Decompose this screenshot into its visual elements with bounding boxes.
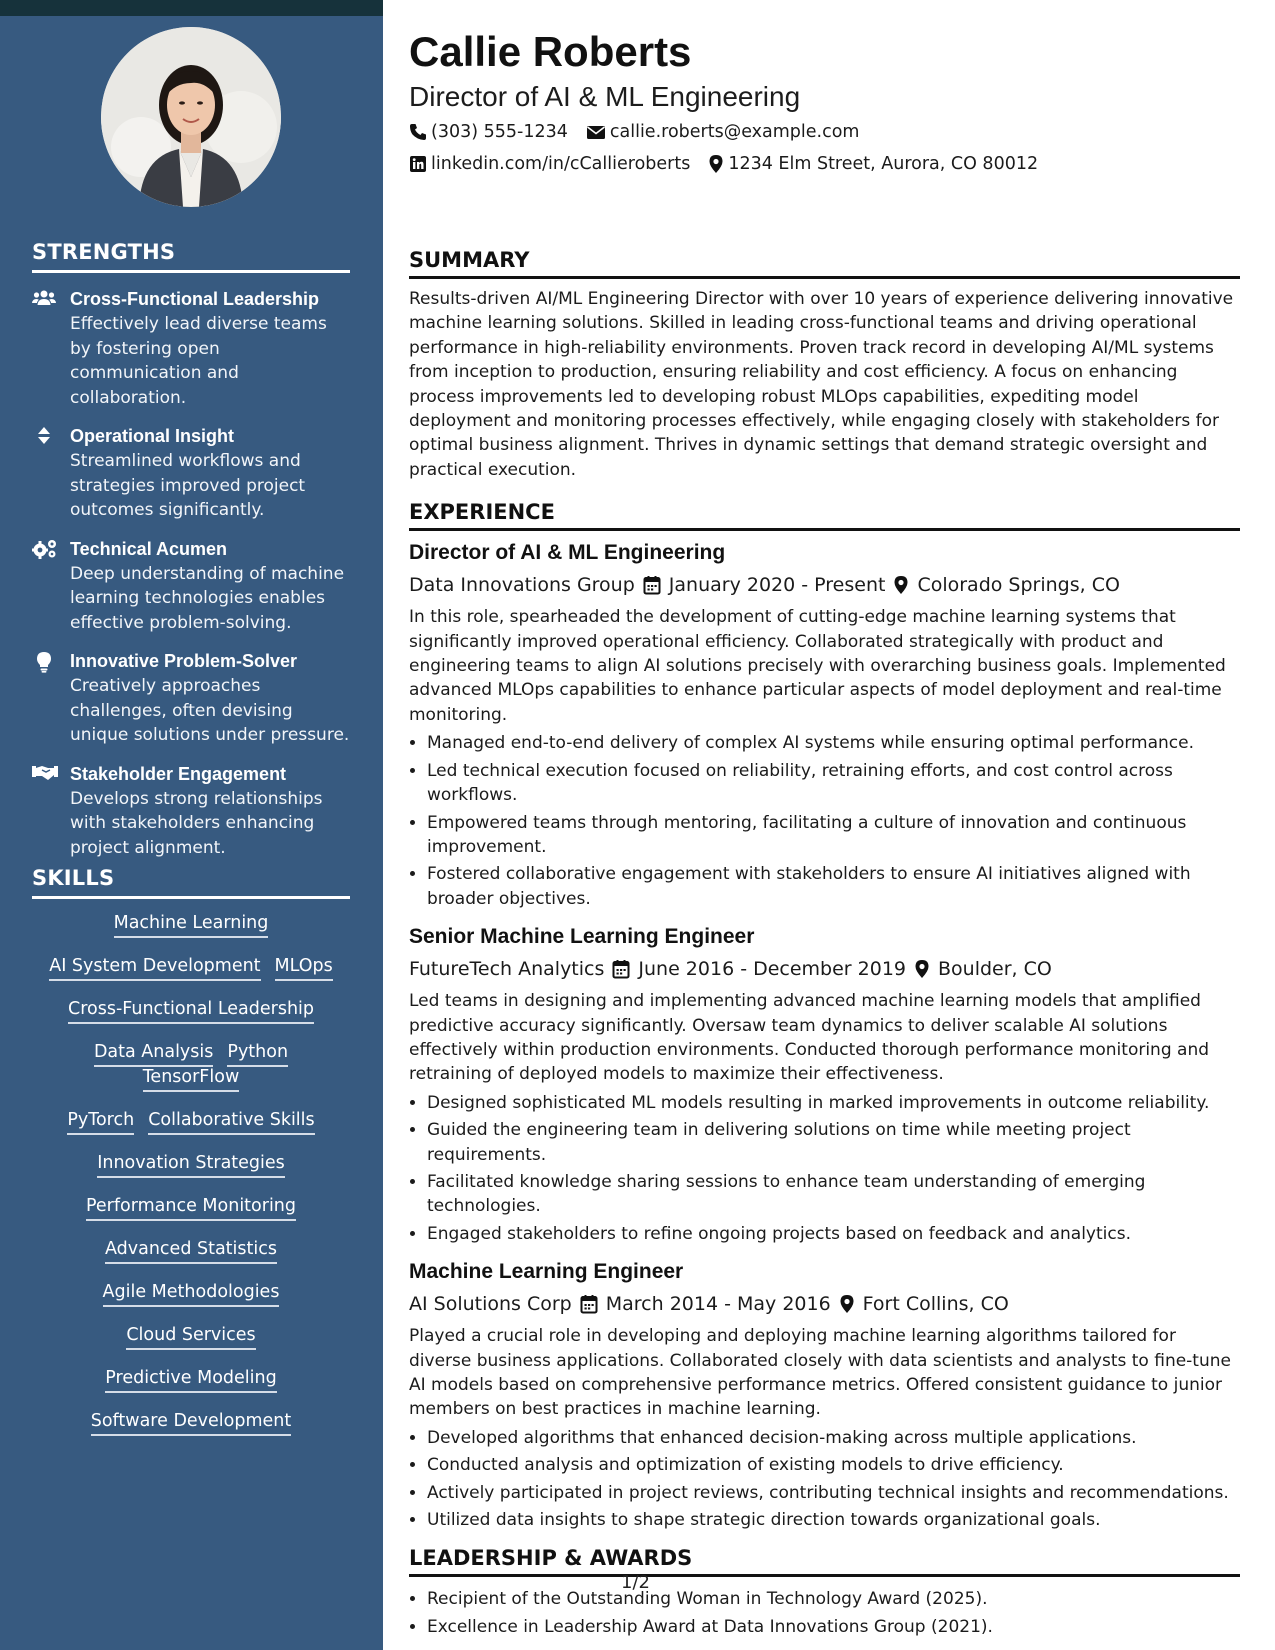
job-bullet: • Actively participated in project reviews, contributing technical insights and recommendations.: [427, 1481, 1240, 1505]
skill-line: [34, 1042, 348, 1092]
job-description: In this role, spearheaded the development of cutting-edge machine learning systems that significantly improved operational efficiency. Collaborated strategically with product and engineering teams to align AI solutions precisely with overarching business goals. Implemented advanced MLOps capabilities to enhance particular aspects of model deployment and real-time monitoring.: [409, 607, 1226, 725]
skill-tag: Agile Methodologies: [103, 1282, 280, 1307]
email-contact[interactable]: [586, 120, 860, 144]
job-meta: [409, 571, 1240, 599]
strength-title: Stakeholder Engagement: [70, 763, 287, 784]
leadership-list: [409, 1587, 1240, 1639]
strength-item: [32, 424, 350, 523]
job-bullet: • Designed sophisticated ML models resulting in marked improvements in outcome reliability.: [427, 1091, 1240, 1115]
job-dates: January 2020 - Present: [668, 574, 886, 597]
skill-tag: Predictive Modeling: [105, 1368, 276, 1393]
skill-line: [34, 956, 348, 981]
strength-item: [32, 762, 350, 861]
strength-description: Creatively approaches challenges, often devising unique solutions under pressure.: [70, 676, 350, 745]
strength-description: Deep understanding of machine learning technologies enables effective problem-solving.: [70, 563, 345, 633]
skill-tag: Data Analysis: [94, 1042, 213, 1067]
skills-list: [32, 913, 350, 1436]
job-bullet: • Facilitated knowledge sharing sessions to enhance team understanding of emerging technologies.: [427, 1170, 1240, 1219]
job-title: Director of AI & ML Engineering: [409, 541, 726, 565]
summary-section: [409, 248, 1240, 482]
summary-heading: SUMMARY: [409, 248, 1240, 279]
job-meta: [409, 1290, 1240, 1318]
candidate-title: Director of AI & ML Engineering: [409, 81, 801, 112]
skill-line: [34, 999, 348, 1024]
job-bullets: [409, 1426, 1240, 1533]
job-entry: [409, 539, 1240, 911]
job-dates: March 2014 - May 2016: [605, 1293, 831, 1316]
gears-icon: [32, 537, 70, 636]
phone-number: (303) 555-1234: [431, 122, 568, 142]
calendar-icon: [612, 959, 630, 979]
map-pin-icon: [914, 959, 930, 979]
skill-tag: Performance Monitoring: [86, 1196, 296, 1221]
job-bullet: • Developed algorithms that enhanced decision-making across multiple applications.: [427, 1426, 1240, 1450]
strength-title: Innovative Problem-Solver: [70, 651, 298, 671]
strength-description: Effectively lead diverse teams by fostering open communication and collaboration.: [70, 314, 327, 408]
sort-icon: [32, 424, 70, 523]
users-icon: [32, 287, 70, 410]
skill-tag: MLOps: [275, 956, 333, 981]
job-entry: [409, 923, 1240, 1246]
map-pin-icon: [839, 1294, 855, 1314]
job-description: Played a crucial role in developing and deploying machine learning algorithms tailored for diverse business applications. Collaborated closely with data scientists and analysts to fine-tune AI models based on comprehensive performance metrics. Offered consistent guidance to junior members on best practices in machine learning.: [409, 1326, 1231, 1420]
calendar-icon: [580, 1294, 598, 1314]
skill-tag: Python: [227, 1042, 288, 1067]
job-bullet: • Fostered collaborative engagement with stakeholders to ensure AI initiatives aligned with broader objectives.: [427, 862, 1240, 911]
leadership-section: [409, 1546, 1240, 1639]
strength-title: Cross-Functional Leadership: [70, 289, 320, 309]
job-meta: [409, 955, 1240, 983]
candidate-name: Callie Roberts: [409, 28, 692, 75]
job-location: Colorado Springs, CO: [917, 574, 1120, 597]
job-location: Boulder, CO: [938, 958, 1052, 981]
sidebar: [0, 0, 383, 1650]
map-pin-icon: [893, 575, 909, 595]
experience-section: [409, 500, 1240, 1532]
skills-section: [32, 866, 350, 1454]
address-contact: [708, 152, 1038, 176]
strength-item: [32, 649, 350, 748]
strength-description: Streamlined workflows and strategies improved project outcomes significantly.: [70, 451, 306, 520]
job-bullet: • Engaged stakeholders to refine ongoing projects based on feedback and analytics.: [427, 1222, 1240, 1246]
portrait-photo: [101, 27, 281, 207]
main-top-spacer: [383, 0, 1275, 16]
calendar-icon: [643, 575, 661, 595]
envelope-icon: [586, 124, 606, 140]
sidebar-top-bar: [0, 0, 383, 16]
job-location: Fort Collins, CO: [862, 1293, 1009, 1316]
strength-description: Develops strong relationships with stakeholders enhancing project alignment.: [70, 788, 323, 858]
skill-tag: Software Development: [91, 1411, 292, 1436]
job-title: Machine Learning Engineer: [409, 1260, 684, 1284]
skill-tag: Cross-Functional Leadership: [68, 999, 314, 1024]
leadership-heading: LEADERSHIP & AWARDS: [409, 1546, 1240, 1577]
phone-icon: [409, 123, 427, 141]
strengths-heading: STRENGTHS: [32, 240, 350, 273]
skill-tag: PyTorch: [67, 1110, 134, 1135]
skill-tag: Machine Learning: [114, 913, 269, 938]
skill-tag: Advanced Statistics: [105, 1239, 277, 1264]
company-name: FutureTech Analytics: [409, 958, 605, 981]
skill-tag: Innovation Strategies: [97, 1153, 285, 1178]
skill-line: [34, 1196, 348, 1221]
job-bullets: [409, 731, 1240, 911]
strength-item: [32, 287, 350, 410]
skill-tag: TensorFlow: [143, 1067, 240, 1092]
linkedin-icon: [409, 155, 427, 173]
summary-text: Results-driven AI/ML Engineering Director with over 10 years of experience delivering innovative machine learning solutions. Skilled in leading cross-functional teams and driving operational performance in high-reliability environments. Proven track record in developing AI/ML systems from inception to production, ensuring reliability and cost efficiency. A focus on enhancing process improvements led to developing robust MLOps capabilities, expediting model deployment and monitoring processes effectively, while engaging closely with stakeholders for optimal business alignment. Thrives in dynamic settings that demand strategic oversight and practical execution.: [409, 289, 1234, 480]
linkedin-contact[interactable]: [409, 152, 690, 176]
strength-title: Operational Insight: [70, 426, 235, 446]
job-bullets: [409, 1091, 1240, 1246]
company-name: Data Innovations Group: [409, 574, 635, 597]
job-title: Senior Machine Learning Engineer: [409, 925, 755, 949]
skill-line: [34, 1282, 348, 1307]
skill-tag: Collaborative Skills: [148, 1110, 314, 1135]
contact-row-2: [409, 152, 1240, 176]
email-address: callie.roberts@example.com: [609, 122, 860, 142]
job-bullet: • Guided the engineering team in delivering solutions on time while meeting project requirements.: [427, 1118, 1240, 1167]
company-name: AI Solutions Corp: [409, 1293, 572, 1316]
skill-line: [34, 913, 348, 938]
job-entry: [409, 1258, 1240, 1532]
contact-row: [409, 120, 1240, 144]
job-bullet: • Empowered teams through mentoring, facilitating a culture of innovation and continuous improvement.: [427, 811, 1240, 860]
strength-title: Technical Acumen: [70, 538, 228, 559]
skill-tag: Cloud Services: [126, 1325, 255, 1350]
award-item: • Recipient of the Outstanding Woman in Technology Award (2025).: [427, 1587, 1240, 1611]
skill-tag: AI System Development: [49, 956, 260, 981]
experience-heading: EXPERIENCE: [409, 500, 1240, 531]
award-item: • Excellence in Leadership Award at Data Innovations Group (2021).: [427, 1615, 1240, 1639]
job-bullet: • Managed end-to-end delivery of complex AI systems while ensuring optimal performance.: [427, 731, 1240, 755]
lightbulb-icon: [32, 649, 70, 748]
skills-heading: SKILLS: [32, 866, 350, 899]
linkedin-url: linkedin.com/in/cCallieroberts: [431, 154, 691, 174]
strength-item: [32, 537, 350, 636]
handshake-icon: [32, 762, 70, 861]
phone-contact[interactable]: [409, 120, 568, 144]
avatar: [101, 27, 281, 207]
skill-line: [34, 1110, 348, 1135]
map-pin-icon: [708, 154, 724, 174]
strengths-section: [32, 240, 350, 874]
skill-line: [34, 1411, 348, 1436]
job-description: Led teams in designing and implementing advanced machine learning models that amplified predictive accuracy significantly. Oversaw team dynamics to deliver scalable AI solutions effectively within production environments. Conducted thorough performance monitoring and retraining of deployed models to maximize their effectiveness.: [409, 991, 1210, 1085]
jobs-list: [409, 539, 1240, 1532]
skill-line: [34, 1325, 348, 1350]
job-bullet: • Conducted analysis and optimization of existing models to drive efficiency.: [427, 1453, 1240, 1477]
job-dates: June 2016 - December 2019: [638, 958, 907, 981]
skill-line: [34, 1153, 348, 1178]
page-number: 1/2: [621, 1572, 650, 1593]
job-bullet: • Led technical execution focused on reliability, retraining efforts, and cost control across workflows.: [427, 759, 1240, 808]
skill-line: [34, 1368, 348, 1393]
main-content: [409, 20, 1240, 1642]
skill-line: [34, 1239, 348, 1264]
job-bullet: • Utilized data insights to shape strategic direction towards organizational goals.: [427, 1508, 1240, 1532]
street-address: 1234 Elm Street, Aurora, CO 80012: [728, 154, 1039, 174]
